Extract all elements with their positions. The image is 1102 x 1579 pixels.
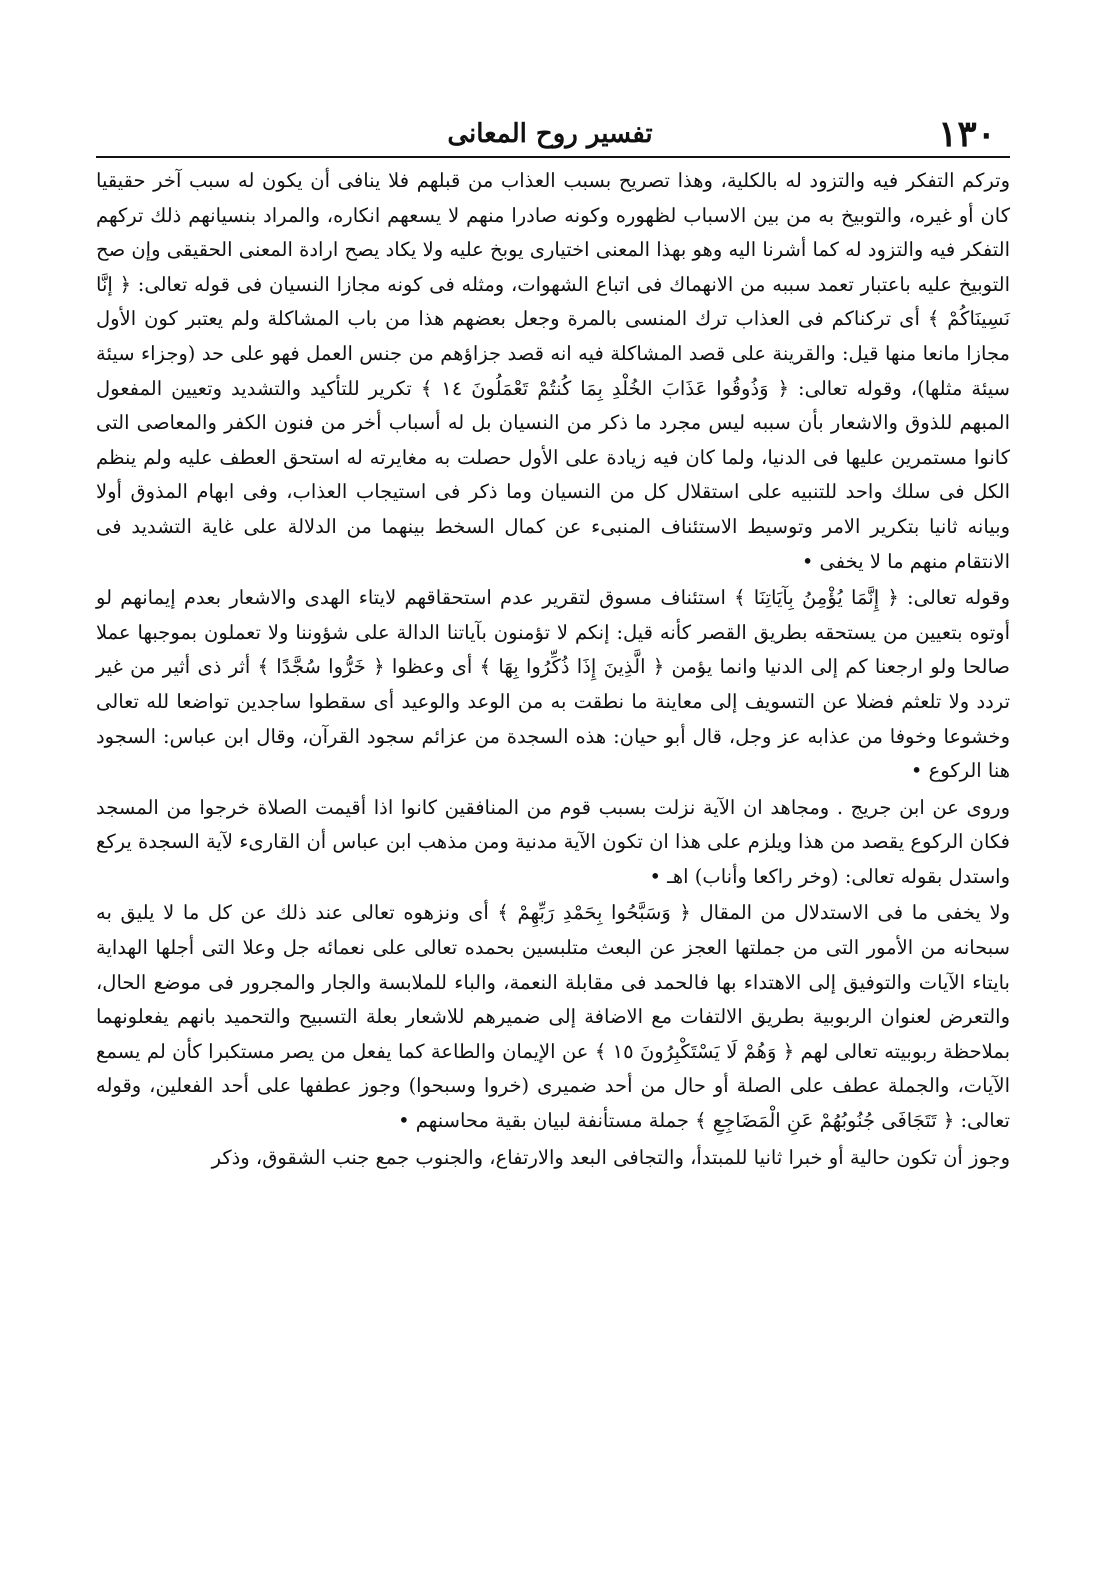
body-text [96,164,1010,1175]
header-rule [96,156,1010,158]
paragraph-4: ولا يخفى ما فى الاستدلال من المقال ﴿ وَسَبَّحُوا بِحَمْدِ رَبِّهِمْ ﴾ أى ونزهوه تعالى عند ذلك عن كل ما لا يليق به سبحانه من الأمور التى من جملتها العجز عن البعث متلبسين بحمده تعالى على نعمائه جل وعلا التى أجلها الهداية بايتاء الآيات والتوفيق إلى الاهتداء بها فالحمد فى مقابلة النعمة، والباء للملابسة والجار والمجرور فى موضع الحال، والتعرض لعنوان الربوبية بطريق الالتفات مع الاضافة إلى ضميرهم للاشعار بعلة التسبيح والتحميد بانهم يفعلونهما بملاحظة ربوبيته تعالى لهم ﴿ وَهُمْ لَا يَسْتَكْبِرُونَ ١٥ ﴾ عن الإيمان والطاعة كما يفعل من يصر مستكبرا كأن لم يسمع الآيات، والجملة عطف على الصلة أو حال من أحد ضميرى (خروا وسبحوا) وجوز عطفها على أحد الفعلين، وقوله تعالى: ﴿ تَتَجَافَى جُنُوبُهُمْ عَنِ الْمَضَاجِعِ ﴾ جملة مستأنفة لبيان بقية محاسنهم • [96,901,1010,1133]
page-header [90,112,1010,156]
paragraph-1: وتركم التفكر فيه والتزود له بالكلية، وهذا تصريح بسبب العذاب من قبلهم فلا ينافى أن يكون له سبب آخر حقيقيا كان أو غيره، والتوبيخ به من بين الاسباب لظهوره وكونه صادرا منهم لا يسعهم انكاره، والمراد بنسيانهم ذلك تركهم التفكر فيه والتزود له كما أشرنا اليه وهو بهذا المعنى اختيارى يوبخ عليه ولا يكاد يصح ارادة المعنى الحقيقى وإن صح التوبيخ عليه باعتبار تعمد سببه من الانهماك فى اتباع الشهوات، ومثله فى كونه مجازا النسيان فى قوله تعالى: ﴿ إنَّا نَسِينَاكُمْ ﴾ أى تركناكم فى العذاب ترك المنسى بالمرة وجعل بعضهم هذا من باب المشاكلة ولم يعتبر كون الأول مجازا مانعا منها قيل: والقرينة على قصد المشاكلة فيه انه قصد جزاؤهم من جنس العمل فهو على حد (وجزاء سيئة سيئة مثلها)، وقوله تعالى: ﴿ وَذُوقُوا عَذَابَ الخُلْدِ بِمَا كُنتُمْ تَعْمَلُونَ ١٤ ﴾ تكرير للتأكيد والتشديد وتعيين المفعول المبهم للذوق والاشعار بأن سببه ليس مجرد ما ذكر من النسيان بل له أسباب أخر من فنون الكفر والمعاصى التى كانوا مستمرين عليها فى الدنيا، ولما كان فيه زيادة على الأول حصلت به مغايرته له استحق العطف عليه ولم ينظم الكل فى سلك واحد للتنبيه على استقلال كل من النسيان وما ذكر فى استيجاب العذاب، وفى ابهام المذوق أولا وبيانه ثانيا بتكرير الامر وتوسيط الاستئناف المنبىء عن كمال السخط بينهما من الدلالة على غاية التشديد فى الانتقام منهم ما لا يخفى • [96,169,1010,573]
running-title: تفسير روح المعانى [447,119,653,149]
paragraph-5: وجوز أن تكون حالية أو خبرا ثانيا للمبتدأ، والتجافى البعد والارتفاع، والجنوب جمع جنب الشقوق، وذكر [211,1145,1010,1169]
page-number: ١٣٠ [937,113,996,155]
paragraph-2: وقوله تعالى: ﴿ إِنَّمَا يُؤْمِنُ بِآيَاتِنَا ﴾ استئناف مسوق لتقرير عدم استحقاقهم لايتاء الهدى والاشعار بعدم إيمانهم لو أوتوه بتعيين من يستحقه بطريق القصر كأنه قيل: إنكم لا تؤمنون بآياتنا الدالة على شؤوننا ولا تعملون بموجبها عملا صالحا ولو ارجعنا كم إلى الدنيا وانما يؤمن ﴿ الَّذِينَ إِذَا ذُكِّرُوا بِهَا ﴾ أى وعظوا ﴿ خَرُّوا سُجَّدًا ﴾ أثر ذى أثير من غير تردد ولا تلعثم فضلا عن التسويف إلى معاينة ما نطقت به من الوعد والوعيد أى سقطوا ساجدين تواضعا لله تعالى وخشوعا وخوفا من عذابه عز وجل، قال أبو حيان: هذه السجدة من عزائم سجود القرآن، وقال ابن عباس: السجود هنا الركوع • [96,586,1010,783]
paragraph-3: وروى عن ابن جريج . ومجاهد ان الآية نزلت بسبب قوم من المنافقين كانوا اذا أقيمت الصلاة خرجوا من المسجد فكان الركوع يقصد من هذا ويلزم على هذا ان تكون الآية مدنية ومن مذهب ابن عباس أن القارىء لآية السجدة يركع واستدل بقوله تعالى: (وخر راكعا وأناب) اهـ • [96,795,1010,888]
